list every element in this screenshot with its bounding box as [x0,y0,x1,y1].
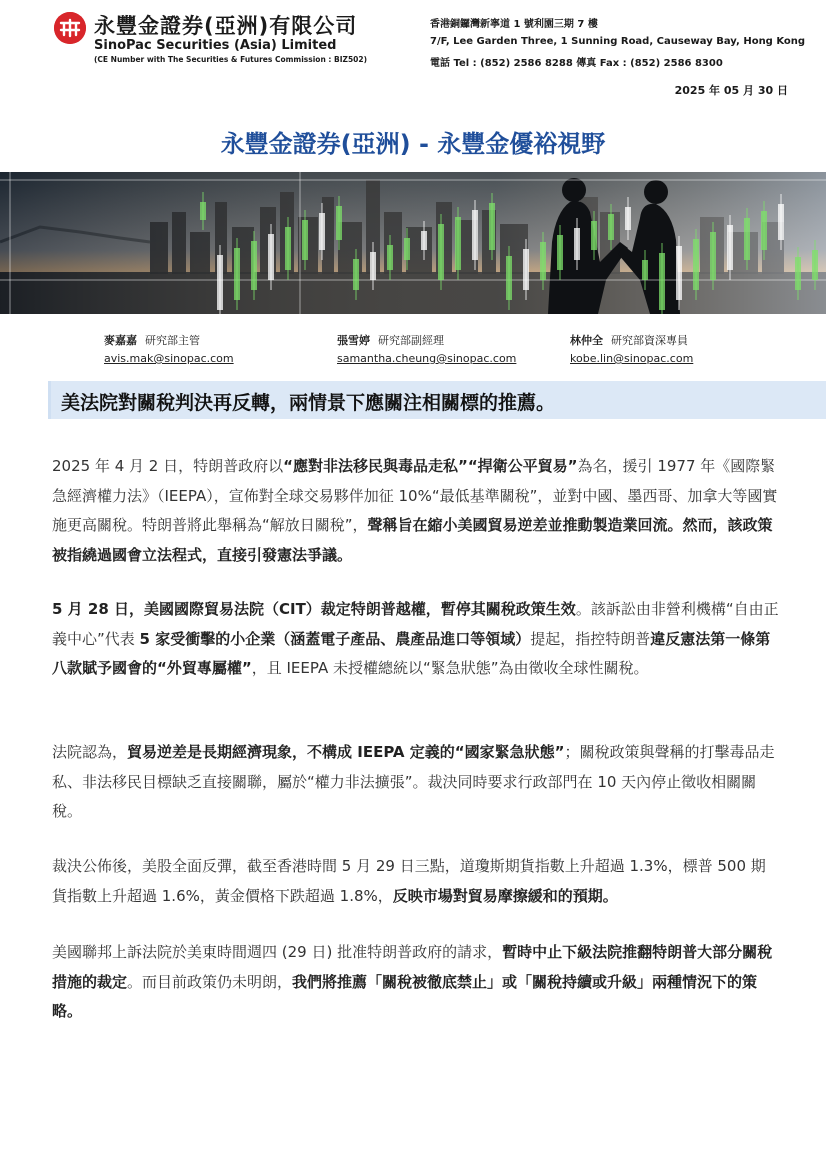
headline-text: 美法院對關稅判決再反轉，兩情景下應關注相關標的推薦。 [61,392,556,414]
analyst-3 [570,332,688,348]
text-run: 美國聯邦上訴法院於美東時間週四 (29 日) 批准特朗普政府的請求， [52,943,503,961]
phone-fax: 電話 Tel : (852) 2586 8288 傳真 Fax : (852) 2586 8300 [430,58,723,69]
body-paragraph [52,938,780,1027]
body-paragraph [52,738,780,827]
address-zh: 香港銅鑼灣新寧道 1 號利園三期 7 樓 [430,19,598,30]
text-run: ，且 IEEPA 未授權總統以“緊急狀態”為由徵收全球性關稅。 [251,659,649,677]
banner-image [0,172,826,314]
company-name-zh: 永豐金證券(亞洲)有限公司 [94,14,358,38]
analyst-title: 研究部主管 [145,334,200,347]
analyst-name: 林仲全 [570,334,603,347]
report-date: 2025 年 05 月 30 日 [674,84,788,97]
bold-text-run: 5 月 28 日，美國國際貿易法院（CIT）裁定特朗普越權，暫停其關稅政策生效 [52,600,576,618]
text-run: ；關稅政策與聲稱的打擊毒品走私、非法移民目標缺乏直接關聯，屬於“權力非法擴張”。裁決同時要求行政部門在 10 天內停止徵收相關關稅。 [52,743,775,820]
text-run: 為名，援引 1977 年《國際緊急經濟權力法》（IEEPA），宣佈對全球交易夥伴加征 10%“最低基準關稅”，並對中國、墨西哥、加拿大等國實施更高關稅。特朗普將此舉稱為“解放日關稅”， [52,457,778,534]
analyst-email-link[interactable]: samantha.cheung@sinopac.com [337,352,517,365]
bold-text-run: 貿易逆差是長期經濟現象，不構成 IEEPA 定義的“國家緊急狀態” [127,743,565,761]
body-paragraph [52,595,780,684]
body-paragraph [52,452,780,570]
bold-text-run: 暫時中止下級法院推翻特朗普大部分關稅措施的裁定 [52,943,773,991]
page-title: 永豐金證券(亞洲) - 永豐金優裕視野 [220,130,606,158]
analyst-2 [337,332,444,348]
company-logo-icon [54,12,86,44]
analyst-title: 研究部副經理 [378,334,444,347]
bold-text-run: 違反憲法第一條第八款賦予國會的“外貿專屬權” [52,629,771,677]
body-paragraph [52,852,780,911]
analyst-title: 研究部資深專員 [611,334,688,347]
ce-number: (CE Number with The Securities & Futures Commission : BIZ502) [94,55,368,64]
company-name-en: SinoPac Securities (Asia) Limited [94,38,337,53]
analyst-name: 張雪婷 [337,334,370,347]
bold-text-run: “應對非法移民與毒品走私”“捍衛公平貿易” [283,457,578,475]
bold-text-run: 反映市場對貿易摩擦緩和的預期。 [392,886,618,905]
bold-text-run: 我們將推薦「關稅被徹底禁止」或「關稅持續或升級」兩種情況下的策略。 [52,972,758,1020]
analyst-email-link[interactable]: avis.mak@sinopac.com [104,352,234,365]
bold-text-run: 5 家受衝擊的小企業（涵蓋電子產品、農產品進口等領域） [139,629,531,648]
analyst-1 [104,332,200,348]
text-run: 。而目前政策仍未明朗， [127,972,293,991]
address-en: 7/F, Lee Garden Three, 1 Sunning Road, Causeway Bay, Hong Kong [430,36,806,47]
headline-bar [48,381,826,419]
text-run: 法院認為， [52,743,128,761]
analyst-email-link[interactable]: kobe.lin@sinopac.com [570,352,694,365]
text-run: 2025 年 4 月 2 日，特朗普政府以 [52,457,284,475]
text-run: 。該訴訟由非營利機構“自由正義中心”代表 [52,600,779,648]
analyst-name: 麥嘉嘉 [104,334,137,347]
bold-text-run: 聲稱旨在縮小美國貿易逆差並推動製造業回流。然而，該政策被指繞過國會立法程式，直接引發憲法爭議。 [52,516,773,564]
text-run: 裁決公佈後，美股全面反彈，截至香港時間 5 月 29 日三點，道瓊斯期貨指數上升超過 1.3%，標普 500 期貨指數上升超過 1.6%，黃金價格下跌超過 1.8%， [52,857,766,905]
text-run: 提起，指控特朗普 [530,629,651,648]
